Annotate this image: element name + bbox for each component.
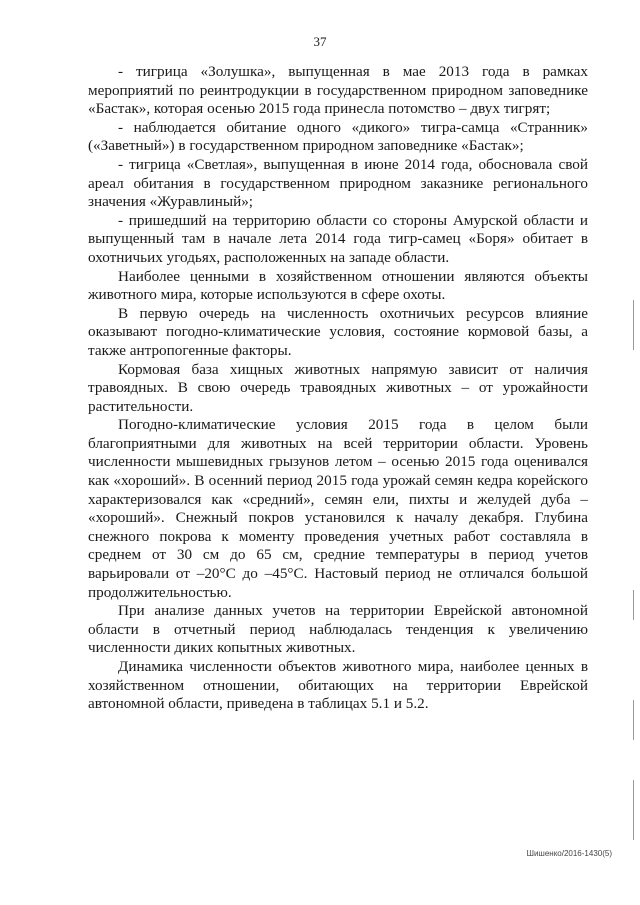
paragraph-food-base: Кормовая база хищных животных напрямую зависит от наличия травоядных. В свою очередь травоядных животных – от урожайности растительности. xyxy=(88,360,588,415)
paragraph-tiger-strannik: - наблюдается обитание одного «дикого» тигра-самца «Странник» («Заветный») в государственном природном заповеднике «Бастак»; xyxy=(88,118,588,155)
paragraph-tigress-svetlaya: - тигрица «Светлая», выпущенная в июне 2014 года, обосновала свой ареал обитания в государственном природном заказнике регионального значения «Журавлиный»; xyxy=(88,155,588,211)
page-number: 37 xyxy=(313,34,327,49)
paragraph-valuable-animals: Наиболее ценными в хозяйственном отношении являются объекты животного мира, которые используются в сфере охоты. xyxy=(88,267,588,304)
scan-artifact-line xyxy=(633,700,634,740)
paragraph-tigress-zolushka: - тигрица «Золушка», выпущенная в мае 2013 года в рамках мероприятий по реинтродукции в государственном природном заповеднике «Бастак», которая осенью 2015 года принесла потомство – двух тигрят; xyxy=(88,63,588,118)
scan-artifact-line xyxy=(633,780,634,840)
paragraph-weather-conditions: Погодно-климатические условия 2015 года в целом были благоприятными для животных на всей территории области. Уровень численности мышевидных грызунов летом – осенью 2015 года оценивался как «хороший». В осенний период 2015 года урожай семян кедра корейского характеризовался как «средний», семян ели, пихты и желудей дуба – «хороший». Снежный покров установился к началу декабря. Глубина снежного покрова к моменту проведения учетных работ составляла в среднем от 30 см до 65 см, средние температуры в период учетов варьировали от –20°С до –45°С. Настовый период не отличался большой продолжительностью. xyxy=(88,416,588,601)
footer-document-code: Шишенко/2016-1430(5) xyxy=(526,849,612,858)
paragraph-tiger-borya: - пришедший на территорию области со стороны Амурской области и выпущенный там в начале лета 2014 года тигр-самец «Боря» обитает в охотничьих угодьях, расположенных на западе области. xyxy=(88,211,588,266)
document-body xyxy=(88,63,588,714)
scan-artifact-line xyxy=(633,300,634,350)
paragraph-tables-reference: Динамика численности объектов животного мира, наиболее ценных в хозяйственном отношении, обитающих на территории Еврейской автономной области, приведена в таблицах 5.1 и 5.2. xyxy=(88,658,588,713)
paragraph-influence-factors: В первую очередь на численность охотничьих ресурсов влияние оказывают погодно-климатические условия, состояние кормовой базы, а также антропогенные факторы. xyxy=(88,304,588,359)
scan-artifact-line xyxy=(633,590,634,620)
paragraph-census-analysis: При анализе данных учетов на территории Еврейской автономной области в отчетный период наблюдалась тенденция к увеличению численности диких копытных животных. xyxy=(88,602,588,657)
